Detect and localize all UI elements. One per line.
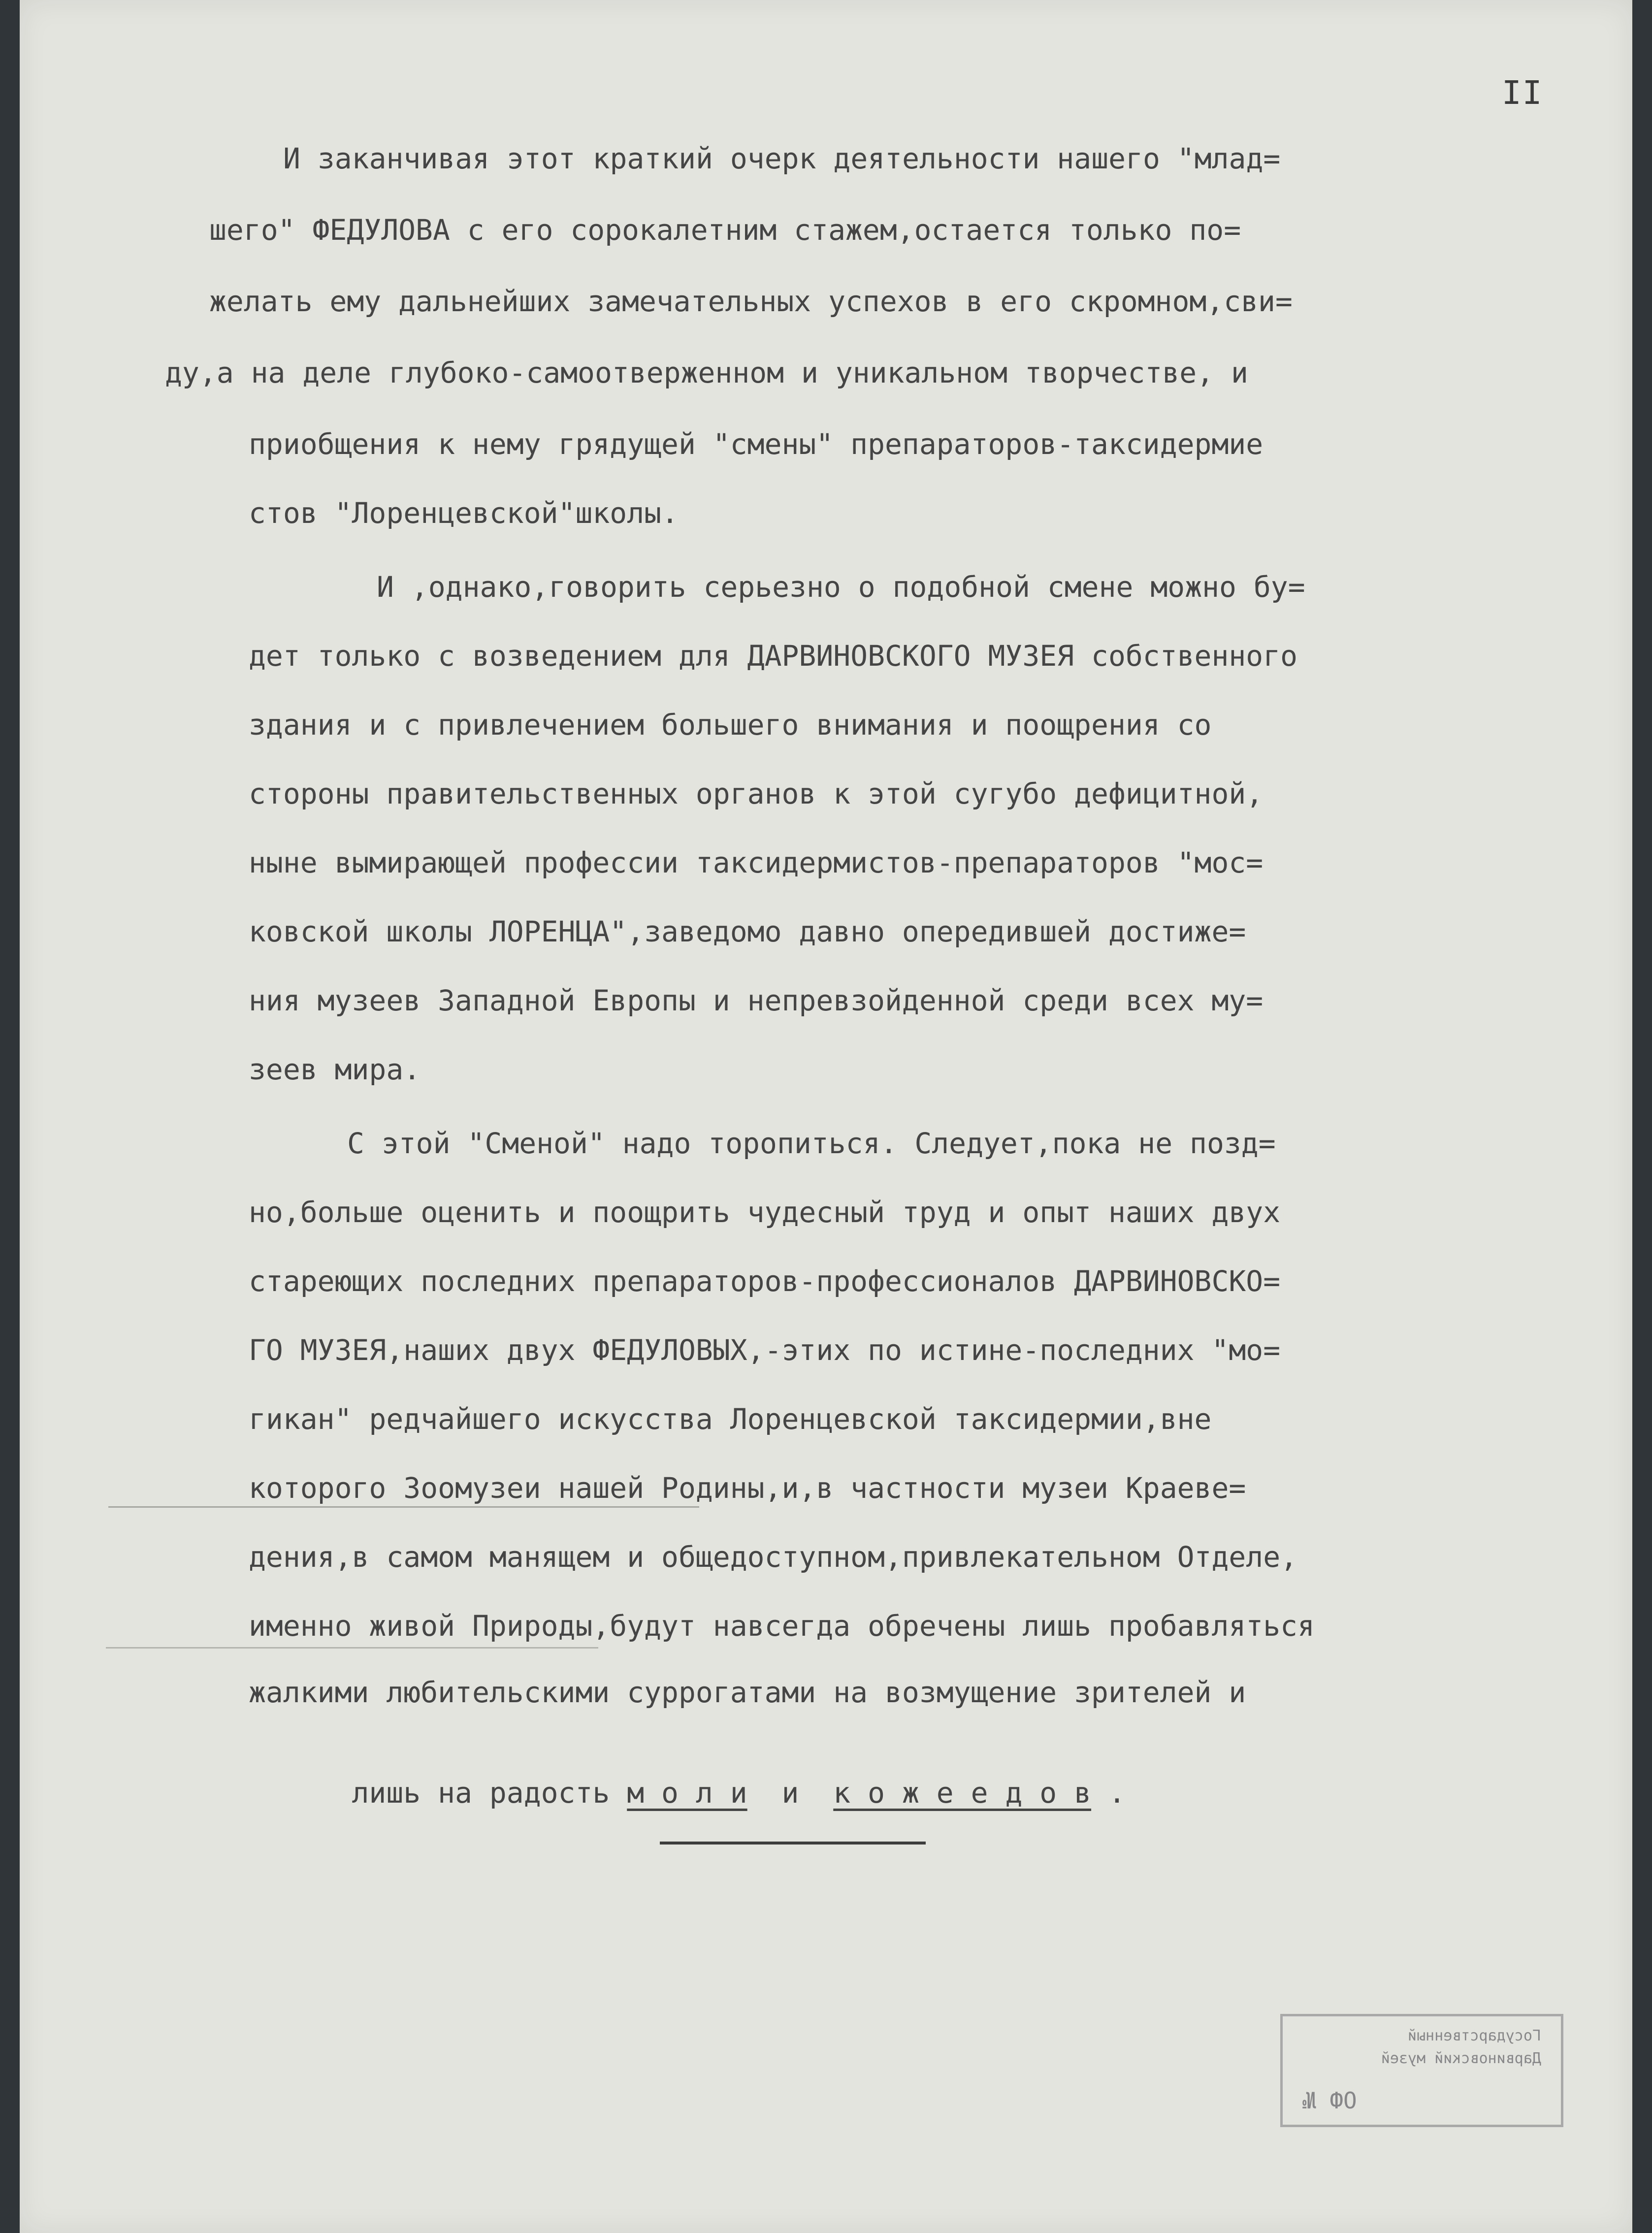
text-line: ния музеев Западной Европы и непревзойденной среди всех му= [249, 984, 1263, 1017]
text-line: И заканчивая этот краткий очерк деятельности нашего "млад= [283, 142, 1281, 175]
text-line: стороны правительственных органов к этой сугубо дефицитной, [249, 777, 1263, 810]
text-line: шего" ФЕДУЛОВА с его сорокалетним стажем,остается только по= [209, 213, 1241, 247]
document-body [20, 0, 1632, 2233]
document-page [20, 0, 1632, 2233]
text-line: дения,в самом манящем и общедоступном,привлекательном Отделе, [249, 1540, 1298, 1574]
text-line: здания и с привлечением большего внимания и поощрения со [249, 708, 1212, 742]
text-line: которого Зоомузеи нашей Родины,и,в частности музеи Краеве= [249, 1471, 1246, 1505]
stamp-line: Дарвиновский музей [1381, 2050, 1541, 2067]
text-line: стов "Лоренцевской"школы. [249, 496, 679, 530]
text-line: жалкими любительскими суррогатами на возмущение зрителей и [249, 1676, 1246, 1709]
text-line: И ,однако,говорить серьезно о подобной смене можно бу= [377, 570, 1305, 604]
text-line: стареющих последних препараторов-профессионалов ДАРВИНОВСКО= [249, 1264, 1281, 1298]
text-line: ГО МУЗЕЯ,наших двух ФЕДУЛОВЫХ,-этих по истине-последних "мо= [249, 1333, 1281, 1367]
pencil-mark [106, 1647, 598, 1649]
text-line: именно живой Природы,будут навсегда обречены лишь пробавляться [249, 1609, 1315, 1643]
text-line: гикан" редчайшего искусства Лоренцевской таксидермии,вне [249, 1402, 1212, 1436]
text-line: приобщения к нему грядущей "смены" препараторов-таксидермие [249, 427, 1263, 461]
stamp-mark: ОФ № [1302, 2087, 1357, 2114]
museum-stamp [1280, 2014, 1563, 2127]
underlined-word-moli: м о л и [627, 1776, 747, 1810]
text-line: зеев мира. [249, 1053, 421, 1086]
end-of-text-rule [660, 1842, 926, 1845]
text-line: ковской школы ЛОРЕНЦА",заведомо давно опередившей достиже= [249, 915, 1246, 948]
last-line-middle: и [747, 1776, 834, 1810]
text-line: но,больше оценить и поощрить чудесный труд и опыт наших двух [249, 1196, 1281, 1229]
page-number: II [1502, 74, 1543, 112]
text-line: желать ему дальнейших замечательных успехов в его скромном,сви= [209, 285, 1293, 318]
text-line: С этой "Сменой" надо торопиться. Следует,пока не позд= [347, 1127, 1276, 1160]
text-line: ныне вымирающей профессии таксидермистов-препараторов "мос= [249, 846, 1263, 879]
underlined-word-kozheedov: к о ж е е д о в [833, 1776, 1092, 1810]
text-line: ду,а на деле глубоко-самоотверженном и уникальном творчестве, и [165, 356, 1248, 389]
text-line-last [249, 1746, 1126, 1810]
text-line: дет только с возведением для ДАРВИНОВСКОГО МУЗЕЯ собственного [249, 639, 1298, 673]
last-line-prefix: лишь на радость [352, 1776, 627, 1810]
last-line-suffix: . [1091, 1776, 1126, 1810]
pencil-mark [108, 1506, 699, 1508]
stamp-line: Государственный [1408, 2027, 1541, 2044]
